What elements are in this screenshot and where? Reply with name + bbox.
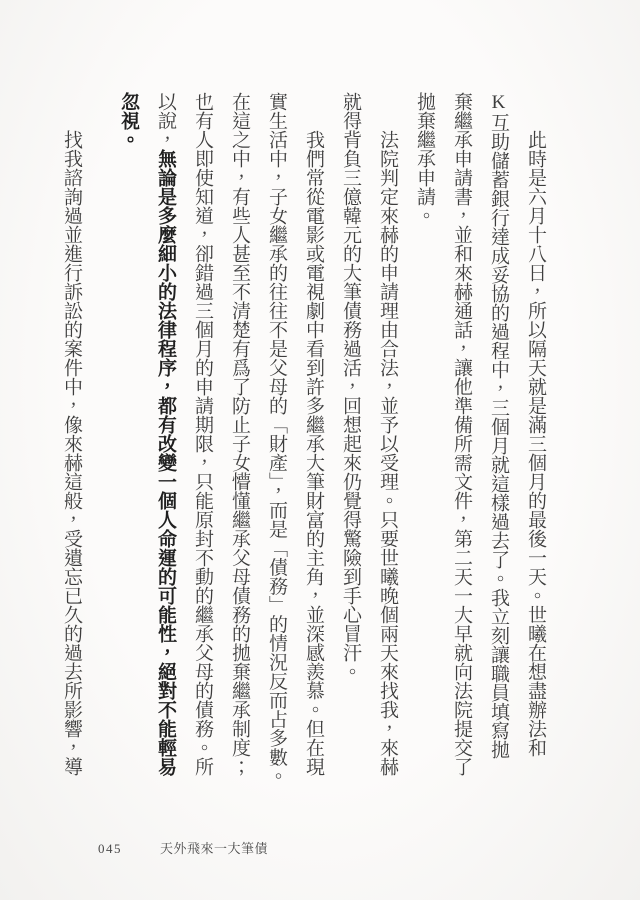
text-column-8: 實生活中，子女繼承的往往不是父母的「財產」，而是「債務」的情況反而占多數。 bbox=[266, 92, 287, 786]
chapter-title: 天外飛來一大筆債 bbox=[160, 841, 269, 856]
body-text-block bbox=[53, 92, 554, 804]
page-number: 045 bbox=[98, 841, 122, 856]
text-column-3: 棄繼承申請書，並和來赫通話，讓他準備所需文件，第二天一大早就向法院提交了 bbox=[451, 92, 472, 776]
text-column-10: 也有人即使知道，卻錯過三個月的申請期限，只能原封不動的繼承父母的債務。所 bbox=[192, 92, 213, 776]
text-column-7: 我們常從電影或電視劇中看到許多繼承大筆財富的主角，並深感羨慕。但在現 bbox=[303, 130, 324, 776]
text-column-2: K互助儲蓄銀行達成妥協的過程中，三個月就這樣過去了。我立刻讓職員填寫拋 bbox=[488, 92, 509, 759]
text-column-13: 找我諮詢過並進行訴訟的案件中，像來赫這般，受遺忘已久的過去所影響，導 bbox=[61, 130, 82, 776]
text-column-4: 拋棄繼承申請。 bbox=[414, 92, 435, 225]
text-column-6: 就得背負三億韓元的大筆債務過活，回想起來仍覺得驚險到手心冒汗。 bbox=[340, 92, 361, 681]
text-column-9: 在這之中，有些人甚至不清楚有爲了防止子女懵懂繼承父母債務的拋棄繼承制度； bbox=[229, 92, 250, 776]
page-footer bbox=[98, 838, 268, 857]
text-column-12: 忽視。 bbox=[118, 92, 139, 149]
column-11-bold-text: 無論是多麼細小的法律程序，都有改變一個人命運的可能性，絕對不能輕易 bbox=[155, 149, 176, 776]
column-11-regular-text: 以說， bbox=[155, 92, 176, 149]
text-column-1: 此時是六月十八日，所以隔天就是滿三個月的最後一天。世曦在想盡辦法和 bbox=[525, 130, 546, 757]
text-column-5: 法院判定來赫的申請理由合法，並予以受理。只要世曦晚個兩天來找我，來赫 bbox=[377, 130, 398, 776]
text-column-11 bbox=[147, 92, 184, 804]
